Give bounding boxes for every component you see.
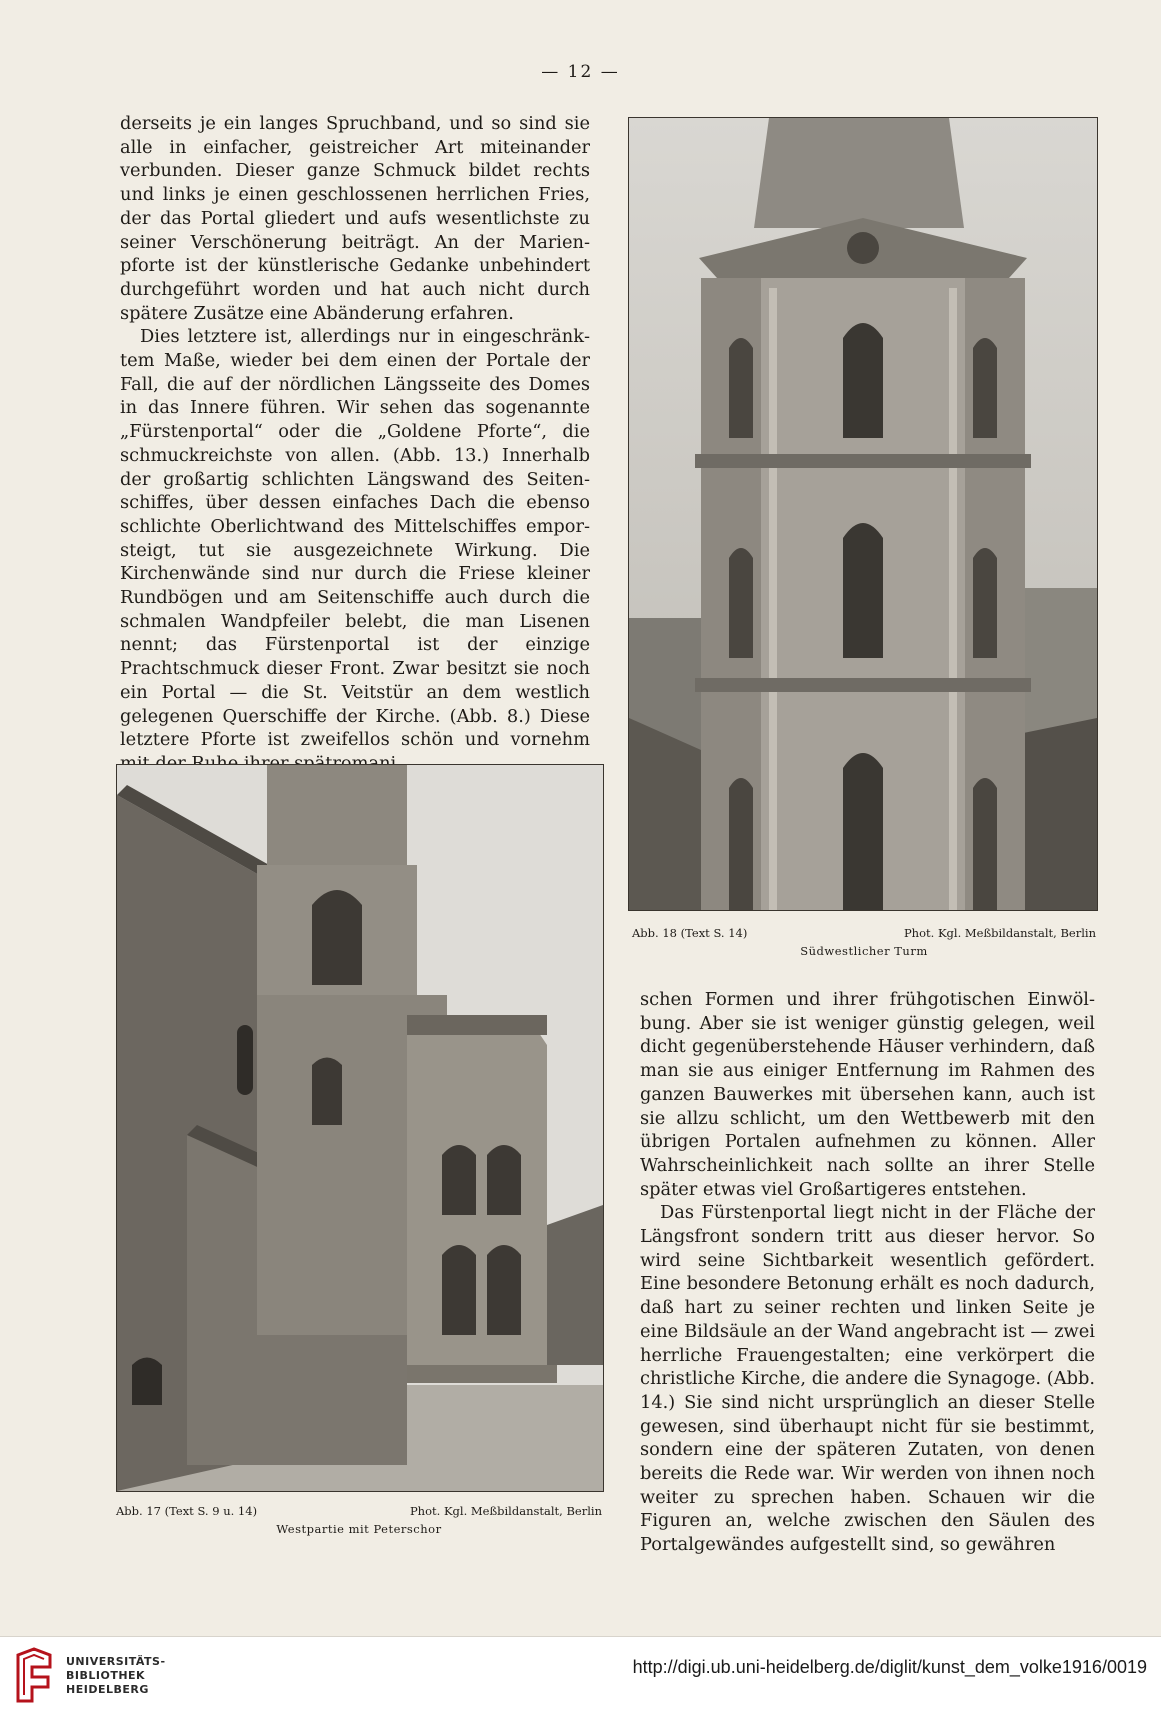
paragraph: Das Fürstenportal liegt nicht in der Fläche der Längsfront sondern tritt aus dieser hervor. So wird seine Sichtbarkeit wesentlich gefördert. Eine besondere Betonung erhält es noch dadurch, daß hart zu seiner rechten und linken Seite je eine Bildsäule an der Wand angebracht ist — zwei herrliche Frauengestalten; eine verkörpert die christliche Kirche, die andere die Synagoge. (Abb. 14.) Sie sind nicht ursprünglich an dieser Stelle gewesen, sind überhaupt nicht für sie bestimmt, sondern eine der späteren Zutaten, von denen bereits die Rede war. Wir werden von ihnen noch weiter zu sprechen haben. Schauen wir die Figuren an, welche zwischen den Säulen des Portalgewändes aufgestellt sind, so gewähren (640, 1202, 1095, 1556)
figure-18-label: Abb. 18 (Text S. 14) (632, 926, 748, 940)
photo-west-part-peterschor (116, 764, 604, 1492)
photo-southwest-tower (628, 117, 1098, 911)
paragraph: derseits je ein langes Spruchband, und so sind sie alle in einfacher, geistreicher Art miteinander verbunden. Dieser ganze Schmuck bildet rechts und links je einen geschlossenen herrlichen Fries, der das Portal gliedert und aufs wesentlichste zu seiner Verschönerung beiträgt. An der Marienpforte ist der künstlerische Gedanke unbehindert durchgeführt worden und hat auch nicht durch spätere Zusätze eine Abänderung erfahren. (120, 113, 590, 324)
paragraph: Dies letztere ist, allerdings nur in eingeschränktem Maße, wieder bei dem einen der Portale der Fall, die auf der nördlichen Längsseite des Domes in das Innere führen. Wir sehen das sogenannte „Fürstenportal“ oder die „Goldene Pforte“, die schmuckreichste von allen. (Abb. 13.) Innerhalb der großartig schlichten Längswand des Seitenschiffes, über dessen einfaches Dach die ebenso schlichte Oberlichtwand des Mittelschiffes emporsteigt, tut sie ausgezeichnete Wirkung. Die Kirchenwände sind nur durch die Friese kleiner Rundbögen und am Seitenschiffe auch durch die schmalen Wandpfeiler belebt, die man Lisenen nennt; das Fürstenportal ist der einzige Prachtschmuck dieser Front. Zwar besitzt sie noch ein Portal — die St. Veitstür an dem westlich gelegenen Querschiffe der Kirche. (Abb. 8.) Diese letztere Pforte ist zweifellos schön und vornehm (120, 326, 590, 751)
paragraph: schen Formen und ihrer frühgotischen Einwölbung. Aber sie ist weniger günstig gelegen, weil dicht gegenüberstehende Häuser verhindern, daß man sie aus einiger Entfernung im Rahmen des ganzen Bauwerkes mit übersehen kann, auch ist sie allzu schlicht, um den Wettbewerb mit den übrigen Portalen aufnehmen zu können. Aller Wahrscheinlichkeit nach sollte an ihrer Stelle später etwas viel Großartigeres entstehen. (640, 989, 1095, 1200)
library-name-line: BIBLIOTHEK (66, 1669, 146, 1682)
permalink-url[interactable]: http://digi.ub.uni-heidelberg.de/diglit/kunst_dem_volke1916/0019 (632, 1657, 1147, 1677)
library-name (66, 1655, 166, 1697)
text-column-right (640, 988, 1095, 1557)
figure-17-caption (116, 1504, 602, 1518)
text-column-left (120, 112, 590, 776)
figure-18-title: Südwestlicher Turm (800, 944, 928, 958)
library-footer (0, 1636, 1161, 1718)
library-name-line: HEIDELBERG (66, 1683, 149, 1696)
library-name-line: UNIVERSITÄTS- (66, 1655, 166, 1668)
figure-18-caption (632, 926, 1096, 940)
page-number: — 12 — (541, 62, 620, 82)
figure-17-label: Abb. 17 (Text S. 9 u. 14) (116, 1504, 258, 1518)
figure-17-credit: Phot. Kgl. Meßbildanstalt, Berlin (409, 1504, 602, 1518)
figure-17-title: Westpartie mit Peterschor (276, 1522, 442, 1536)
figure-18-credit: Phot. Kgl. Meßbildanstalt, Berlin (903, 926, 1096, 940)
library-logo-icon[interactable] (14, 1647, 54, 1705)
